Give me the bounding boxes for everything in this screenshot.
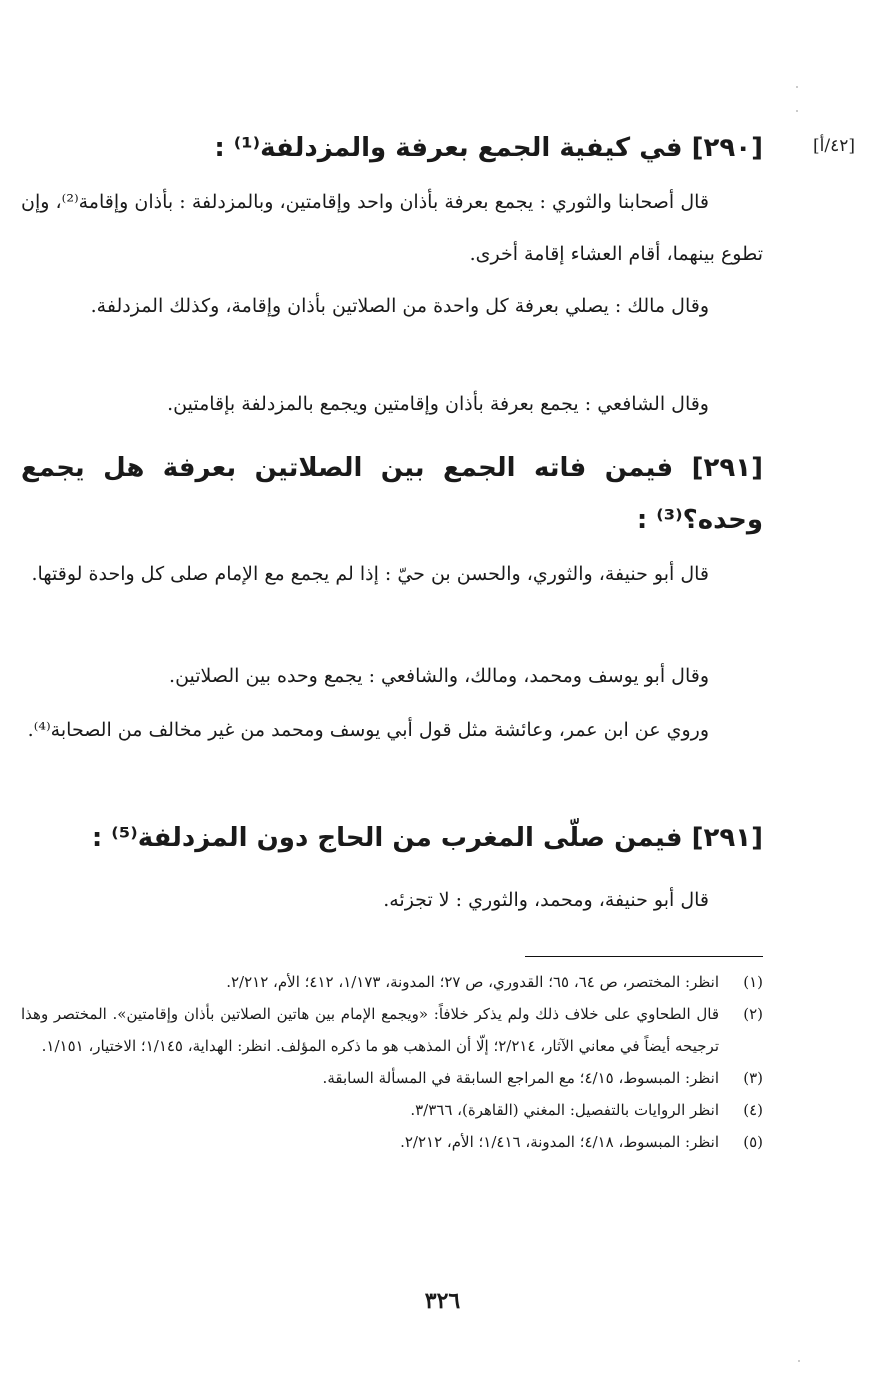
paragraph-291a-2: وقال أبو يوسف ومحمد، ومالك، والشافعي : يجمع وحده بين الصلاتين. bbox=[169, 665, 709, 687]
page-number: ٣٢٦ bbox=[424, 1288, 461, 1314]
section-heading-291a: [٢٩١] فيمن فاته الجمع بين الصلاتين بعرفة هل يجمع وحده؟⁽³⁾ : bbox=[21, 453, 763, 535]
footnote-item bbox=[21, 1062, 763, 1094]
paragraph-290-3: وقال الشافعي : يجمع بعرفة بأذان وإقامتين ويجمع بالمزدلفة بإقامتين. bbox=[167, 393, 709, 415]
margin-reference: [٤٢/أ] bbox=[813, 136, 855, 156]
section-heading-291b: [٢٩١] فيمن صلّى المغرب من الحاج دون المزدلفة⁽⁵⁾ : bbox=[91, 823, 763, 853]
footnote-item bbox=[21, 998, 763, 1062]
footnotes bbox=[21, 966, 763, 1158]
footnote-divider bbox=[525, 956, 763, 957]
paragraph-290-1: قال أصحابنا والثوري : يجمع بعرفة بأذان واحد وإقامتين، وبالمزدلفة : بأذان وإقامة⁽²⁾، وإن تطوع بينهما، أقام العشاء إقامة أخرى. bbox=[21, 191, 763, 265]
footnote-text: انظر: المختصر، ص ٦٤، ٦٥؛ القدوري، ص ٢٧؛ المدونة، ١/١٧٣، ٤١٢؛ الأم، ٢/٢١٢. bbox=[226, 973, 719, 991]
scan-speck bbox=[796, 86, 798, 88]
footnote-text: انظر: المبسوط، ٤/١٥؛ مع المراجع السابقة في المسألة السابقة. bbox=[322, 1069, 719, 1087]
footnote-number: (٥) bbox=[743, 1133, 763, 1151]
footnote-number: (٣) bbox=[743, 1069, 763, 1087]
paragraph-291b-1: قال أبو حنيفة، ومحمد، والثوري : لا تجزئه. bbox=[383, 889, 709, 911]
footnote-number: (٢) bbox=[743, 1005, 763, 1023]
footnote-item bbox=[21, 966, 763, 998]
footnote-number: (١) bbox=[743, 973, 763, 991]
footnote-item bbox=[21, 1094, 763, 1126]
footnote-text: انظر الروايات بالتفصيل: المغني (القاهرة)، ٣/٣٦٦. bbox=[410, 1101, 719, 1119]
footnote-item bbox=[21, 1126, 763, 1158]
paragraph-291a-1: قال أبو حنيفة، والثوري، والحسن بن حيّ : إذا لم يجمع مع الإمام صلى كل واحدة لوقتها. bbox=[31, 563, 709, 585]
paragraph-290-2: وقال مالك : يصلي بعرفة كل واحدة من الصلاتين بأذان وإقامة، وكذلك المزدلفة. bbox=[90, 295, 709, 317]
footnote-text: انظر: المبسوط، ٤/١٨؛ المدونة، ١/٤١٦؛ الأم، ٢/٢١٢. bbox=[400, 1133, 719, 1151]
paragraph-291a-3: وروي عن ابن عمر، وعائشة مثل قول أبي يوسف ومحمد من غير مخالف من الصحابة⁽⁴⁾. bbox=[27, 719, 709, 741]
scan-speck bbox=[798, 1360, 800, 1362]
footnote-number: (٤) bbox=[743, 1101, 763, 1119]
scan-speck bbox=[796, 110, 798, 112]
footnote-text: قال الطحاوي على خلاف ذلك ولم يذكر خلافاً: «ويجمع الإمام بين هاتين الصلاتين بأذان وإقامتين». المختصر وهذا ترجيحه أيضاً في معاني الآثار، ٢/٢١٤؛ إلّا أن المذهب هو ما ذكره المؤلف. انظر: الهداية، ١/١٤٥؛ الاختيار، ١/١٥١. bbox=[21, 1005, 719, 1055]
section-heading-290: [٢٩٠] في كيفية الجمع بعرفة والمزدلفة⁽¹⁾ : bbox=[214, 133, 763, 163]
